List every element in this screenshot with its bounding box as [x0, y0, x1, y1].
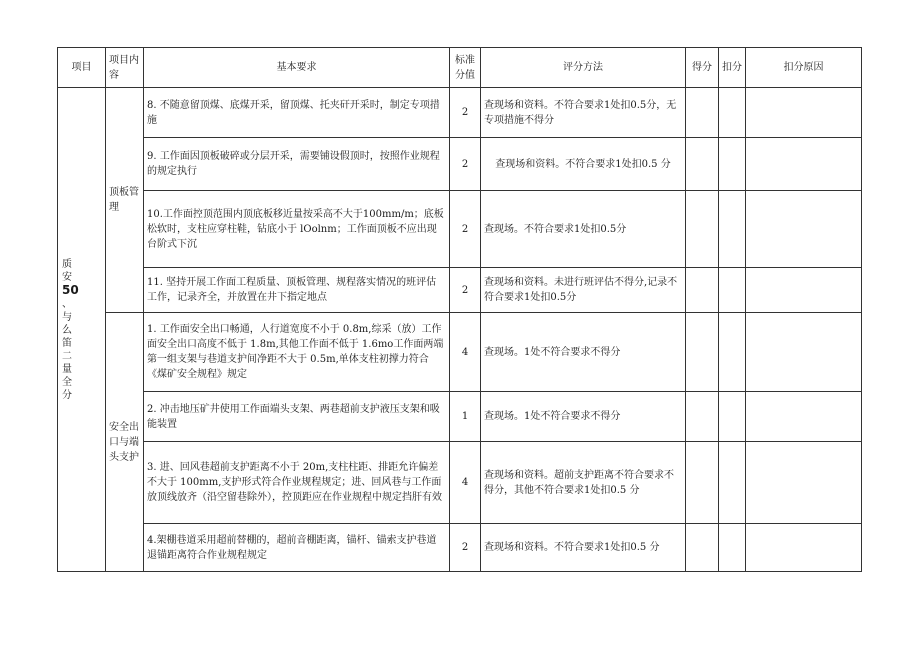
header-deduction: 扣分 — [719, 48, 746, 88]
score-input-cell[interactable] — [686, 138, 719, 191]
deduction-input-cell[interactable] — [719, 268, 746, 313]
category-line-1: 质安 — [62, 258, 72, 283]
subcategory-safety-exit — [106, 313, 144, 572]
subcategory-roof-management — [106, 88, 144, 313]
score-input-cell[interactable] — [686, 313, 719, 392]
table-row — [58, 88, 862, 138]
score-input-cell[interactable] — [686, 88, 719, 138]
requirement-cell: 9. 工作面因顶板破碎或分层开采，需要铺设假顶时，按照作业规程的规定执行 — [144, 138, 450, 191]
standard-score-cell: 2 — [450, 524, 481, 572]
requirement-cell: 2. 冲击地压矿井使用工作面端头支架、两巷超前支护液压支架和吸能装置 — [144, 392, 450, 442]
table-row — [58, 392, 862, 442]
standard-score-cell: 2 — [450, 268, 481, 313]
table-row — [58, 524, 862, 572]
deduction-reason-input-cell[interactable] — [746, 191, 862, 268]
scoring-method-cell: 查现场和资料。不符合要求1处扣0.5 分 — [481, 524, 686, 572]
deduction-reason-input-cell[interactable] — [746, 524, 862, 572]
deduction-reason-input-cell[interactable] — [746, 442, 862, 524]
header-project-content: 项目内容 — [106, 48, 144, 88]
standard-score-cell: 4 — [450, 313, 481, 392]
standard-score-cell: 4 — [450, 442, 481, 524]
table-row — [58, 313, 862, 392]
deduction-input-cell[interactable] — [719, 313, 746, 392]
header-standard-score: 标准分值 — [450, 48, 481, 88]
standard-score-cell: 2 — [450, 88, 481, 138]
requirement-cell: 10.工作面控顶范围内顶底板移近量按采高不大于100mm/m；底板松软时，支柱应穿柱鞋，钻底小于 lOolnm；工作面顶板不应出现台阶式下沉 — [144, 191, 450, 268]
category-line-2: 50 — [62, 282, 79, 297]
table-row — [58, 268, 862, 313]
subcategory-label: 顶板管理 — [109, 187, 139, 213]
scoring-method-text: 查现场和资料。不符合要求1处扣0.5 分 — [495, 158, 671, 170]
deduction-input-cell[interactable] — [719, 442, 746, 524]
scoring-method-cell: 查现场。不符合要求1处扣0.5分 — [481, 191, 686, 268]
deduction-input-cell[interactable] — [719, 88, 746, 138]
header-basic-requirements: 基本要求 — [144, 48, 450, 88]
deduction-input-cell[interactable] — [719, 524, 746, 572]
header-scoring-method: 评分方法 — [481, 48, 686, 88]
deduction-input-cell[interactable] — [719, 138, 746, 191]
table-row — [58, 138, 862, 191]
scoring-method-cell: 查现场和资料。不符合要求1处扣0.5分，无专项措施不得分 — [481, 88, 686, 138]
table-row — [58, 442, 862, 524]
deduction-reason-input-cell[interactable] — [746, 313, 862, 392]
deduction-reason-input-cell[interactable] — [746, 392, 862, 442]
standard-score-cell: 1 — [450, 392, 481, 442]
requirement-cell: 4.架棚巷道采用超前替棚的，超前音棚距离，锚杆、锚索支护巷道退锚距离符合作业规程规定 — [144, 524, 450, 572]
header-project: 项目 — [58, 48, 106, 88]
deduction-reason-input-cell[interactable] — [746, 88, 862, 138]
score-input-cell[interactable] — [686, 442, 719, 524]
scoring-method-cell: 查现场。1处不符合要求不得分 — [481, 313, 686, 392]
scoring-method-cell: 查现场。1处不符合要求不得分 — [481, 392, 686, 442]
scoring-method-cell: 查现场和资料。未进行班评估不得分,记录不符合要求1处扣0.5分 — [481, 268, 686, 313]
requirement-cell: 8. 不随意留顶煤、底煤开采，留顶煤、托夹矸开采时，制定专项措施 — [144, 88, 450, 138]
requirement-cell: 1. 工作面安全出口畅通，人行道宽度不小于 0.8m,综采（放）工作面安全出口高度不低于 1.8m,其他工作面不低于 1.6mo工作面两端第一组支架与巷道支护间净距不大于 0.5m,单体支柱初撑力符合《煤矿安全规程》规定 — [144, 313, 450, 392]
header-score: 得分 — [686, 48, 719, 88]
standard-score-cell: 2 — [450, 138, 481, 191]
subcategory-label: 安全出口与端头支护 — [109, 421, 139, 463]
table-row — [58, 191, 862, 268]
standard-score-cell: 2 — [450, 191, 481, 268]
category-cell — [58, 88, 106, 572]
scoring-table — [57, 47, 862, 572]
category-line-3: 、与么笛二量全分 — [62, 298, 72, 401]
requirement-cell: 3. 进、回风巷超前支护距离不小于 20m,支柱柱距、排距允许偏差不大于 100mm,支护形式符合作业规程规定；进、回风巷与工作面放顶线放齐（沿空留巷除外），控顶距应在作业规程中规定挡肝有效 — [144, 442, 450, 524]
scoring-method-cell — [481, 138, 686, 191]
deduction-reason-input-cell[interactable] — [746, 268, 862, 313]
score-input-cell[interactable] — [686, 392, 719, 442]
deduction-input-cell[interactable] — [719, 191, 746, 268]
requirement-cell: 11. 坚持开展工作面工程质量、顶板管理、规程落实情况的班评估工作，记录齐全，并放置在井下指定地点 — [144, 268, 450, 313]
deduction-reason-input-cell[interactable] — [746, 138, 862, 191]
score-input-cell[interactable] — [686, 524, 719, 572]
score-input-cell[interactable] — [686, 268, 719, 313]
score-input-cell[interactable] — [686, 191, 719, 268]
table-header-row — [58, 48, 862, 88]
scoring-method-cell: 查现场和资料。超前支护距离不符合要求不得分，其他不符合要求1处扣0.5 分 — [481, 442, 686, 524]
header-deduction-reason: 扣分原因 — [746, 48, 862, 88]
category-label — [62, 258, 79, 402]
deduction-input-cell[interactable] — [719, 392, 746, 442]
